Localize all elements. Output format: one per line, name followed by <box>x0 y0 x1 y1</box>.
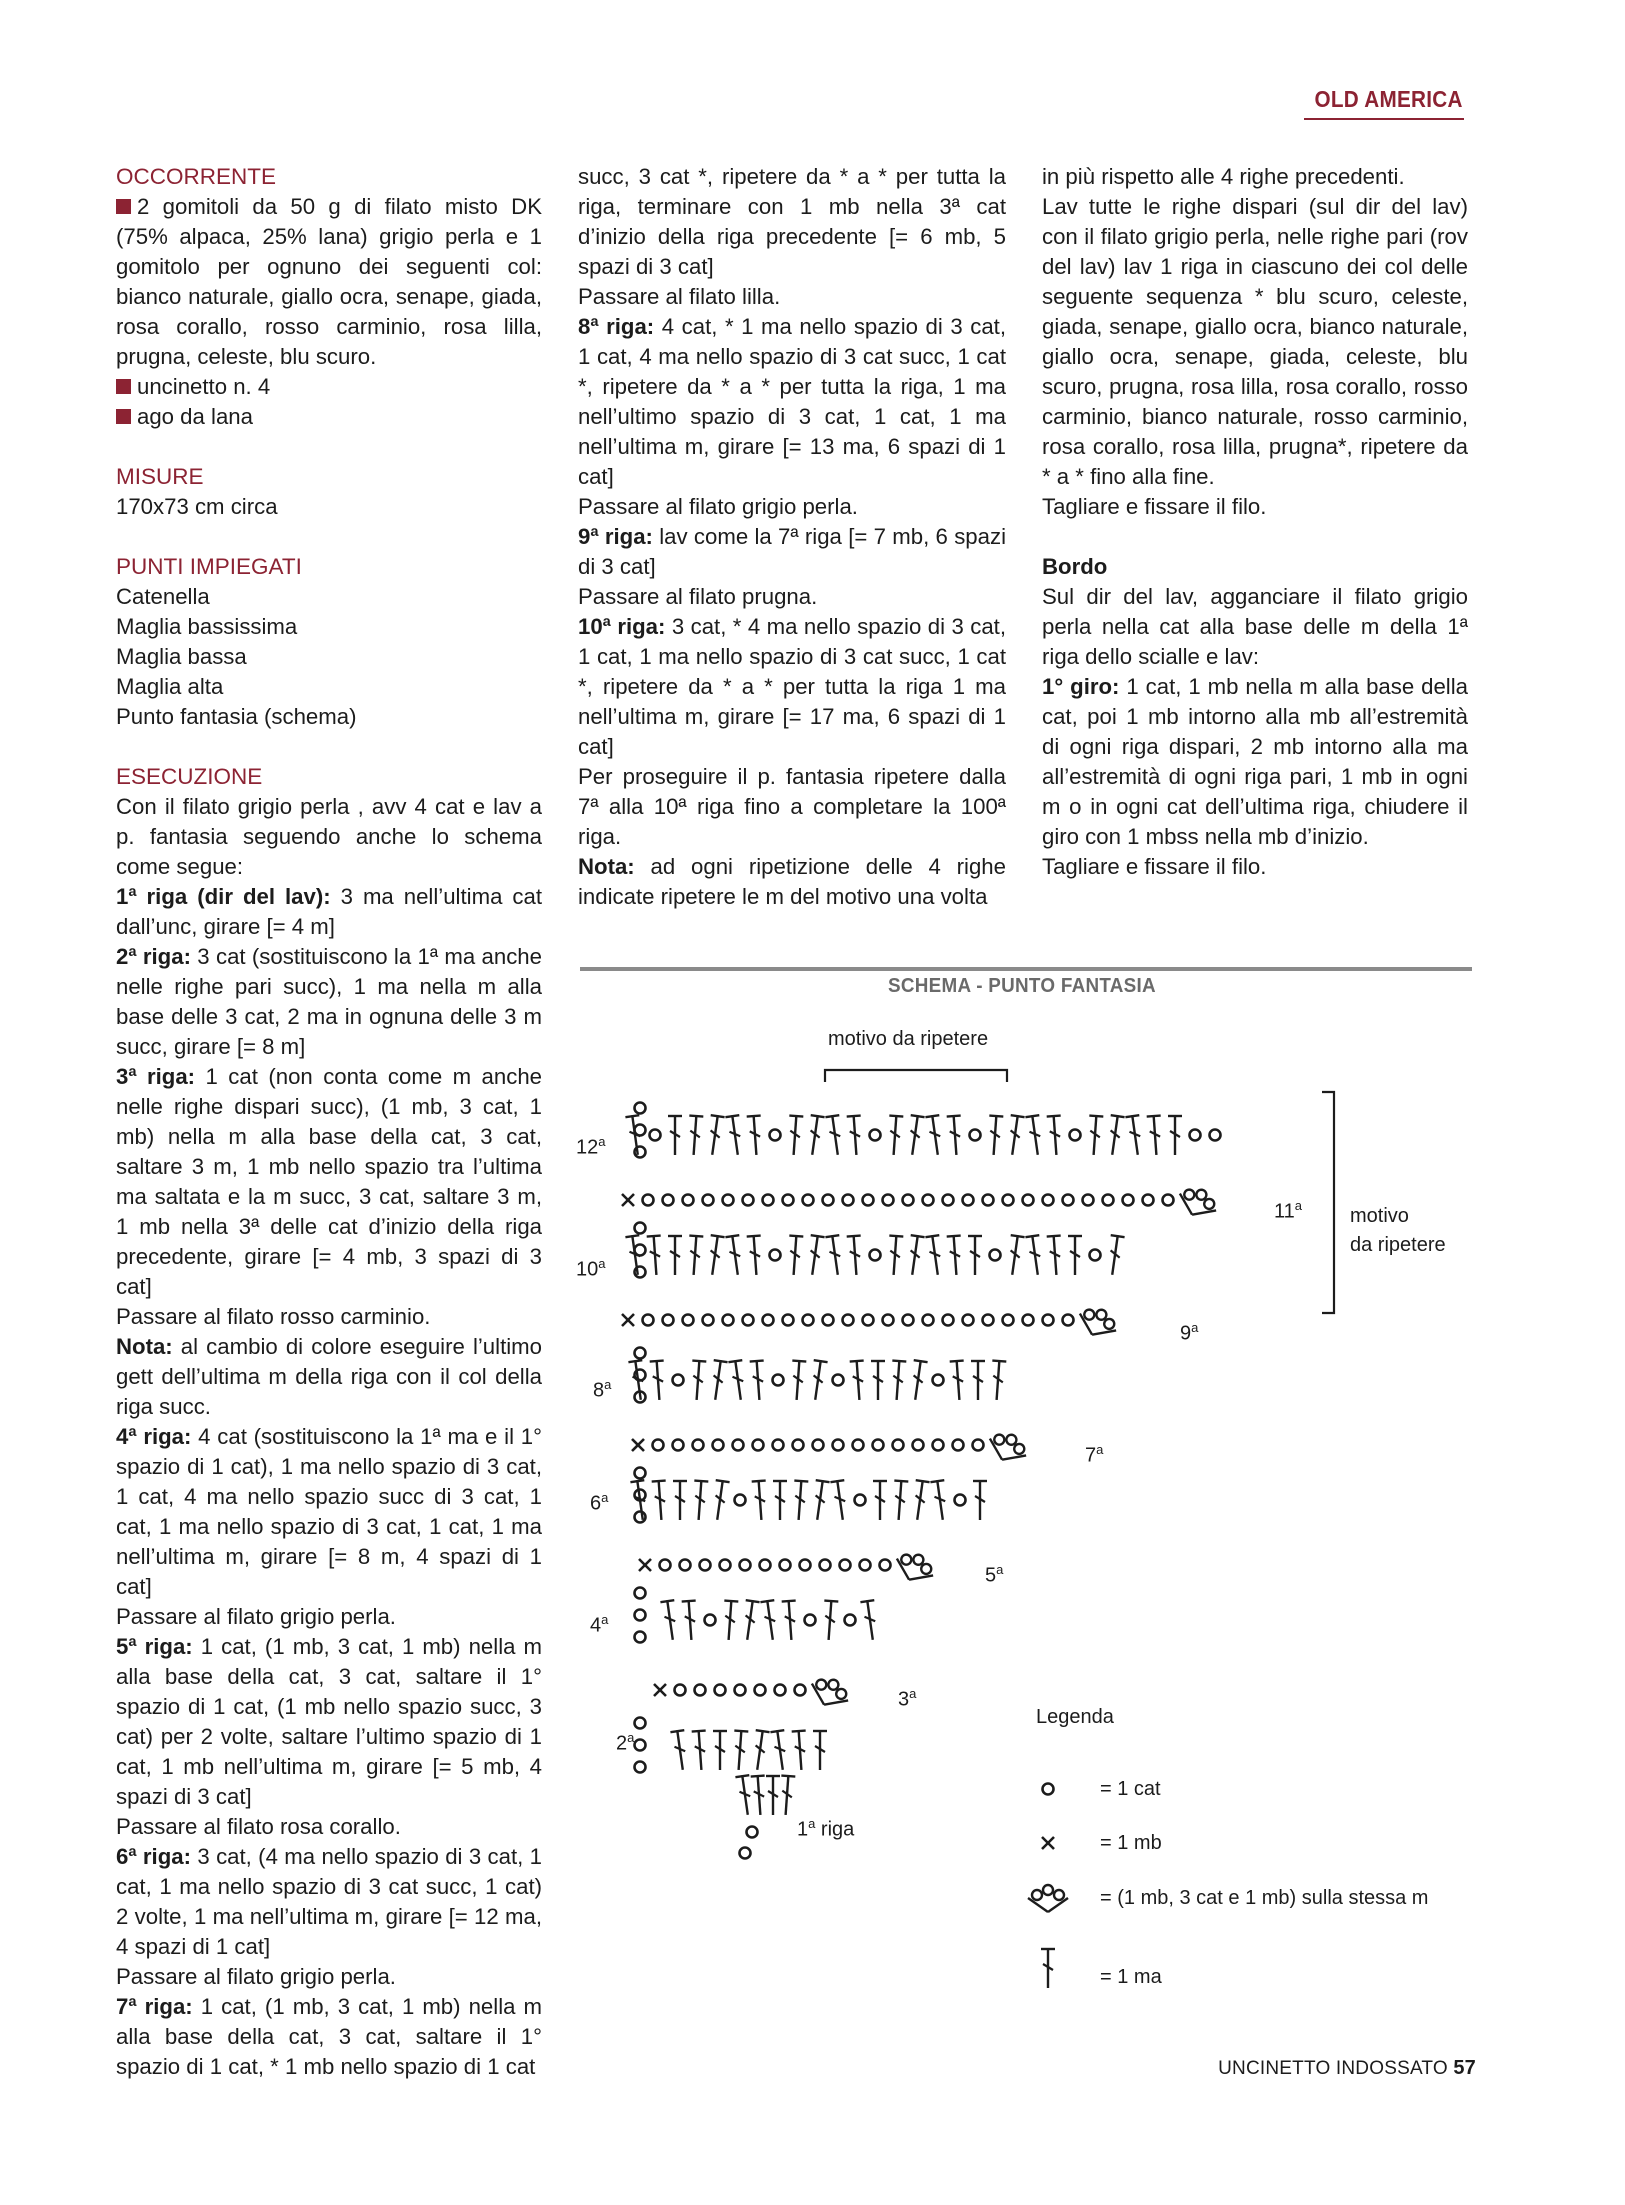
punto-item: Maglia bassa <box>116 644 247 669</box>
material-item: 2 gomitoli da 50 g di filato misto DK (75% alpaca, 25% lana) grigio perla e 1 gomitolo per ognuno dei seguenti col: bianco naturale, giallo ocra, senape, giada, rosa corallo, rosso carminio, rosa lilla, prugna, celeste, blu scuro. <box>116 194 542 369</box>
color-change: Passare al filato grigio perla. <box>116 1604 396 1629</box>
row-label: 5$^a$ <box>985 1562 1004 1587</box>
row-label: 1$^a$ riga <box>797 1816 855 1841</box>
row-10-instruction: 10ª riga: 3 cat, * 4 ma nello spazio di 3 cat, 1 cat, 1 ma nello spazio di 3 cat succ, 1 cat *, ripetere da * a * per tutta la riga 1 ma nell’ultima m, girare [= 17 ma, 6 spazi di 1 cat] <box>578 614 1006 759</box>
row-8-instruction: 8ª riga: 4 cat, * 1 ma nello spazio di 3 cat, 1 cat, 4 ma nello spazio di 3 cat succ, 1 cat *, ripetere da * a * per tutta la riga, 1 ma nell’ultimo spazio di 3 cat, 1 cat, 1 ma nell’ultima m, girare [= 13 ma, 6 spazi di 1 cat] <box>578 314 1006 489</box>
finish-instruction: Tagliare e fissare il filo. <box>1042 494 1267 519</box>
legend-single-crochet-icon <box>1042 1837 1054 1849</box>
finish-instruction: Tagliare e fissare il filo. <box>1042 854 1267 879</box>
row-9-instruction: 9ª riga: lav come la 7ª riga [= 7 mb, 6 spazi di 3 cat] <box>578 524 1006 579</box>
round-1-instruction: 1° giro: 1 cat, 1 mb nella m alla base della cat, poi 1 mb intorno alla mb all’estremità di ogni riga dispari, 2 mb intorno alla ma all’estremità di ogni riga pari, 1 mb in ogni m o in ogni cat dell’ultima riga, chiudere il giro con 1 mbss nella mb d’inizio. <box>1042 674 1469 849</box>
continue-instruction: Per proseguire il p. fantasia ripetere dalla 7ª alla 10ª riga fino a completare la 100ª riga. <box>578 764 1006 849</box>
material-item: ago da lana <box>116 402 542 432</box>
row-label: 2$^a$ <box>616 1730 635 1755</box>
row-label: 11$^a$ <box>1274 1198 1302 1223</box>
page-footer: UNCINETTO INDOSSATO 57 <box>1218 2057 1476 2079</box>
row-7-continued: succ, 3 cat *, ripetere da * a * per tutta la riga, terminare con 1 mb nella 3ª cat d’inizio della riga precedente [= 6 mb, 5 spazi di 3 cat] <box>578 164 1006 279</box>
row-label: 8$^a$ <box>593 1377 612 1402</box>
bordo-intro: Sul dir del lav, agganciare il filato grigio perla nella cat alla base delle m della 1ª riga dello scialle e lav: <box>1042 584 1468 669</box>
color-sequence: Lav tutte le righe dispari (sul dir del lav) con il filato grigio perla, nelle righe pari (rov del lav) lav 1 riga in ciascuno dei col delle seguente sequenza * blu scuro, celeste, giada, senape, giallo ocra, bianco naturale, giallo ocra, senape, giada, celeste, blu scuro, prugna, rosa lilla, rosa corallo, rosso carminio, bianco naturale, rosso carminio, rosa corallo, rosa lilla, prugna*, ripetere da * a * fino alla fine. <box>1042 194 1468 489</box>
legend-title: Legenda <box>1036 1706 1114 1728</box>
row-label: 12$^a$ <box>576 1134 606 1159</box>
occorrente-heading: OCCORRENTE <box>116 164 277 189</box>
color-change: Passare al filato rosso carminio. <box>116 1304 431 1329</box>
punto-item: Catenella <box>116 584 210 609</box>
color-change: Passare al filato rosa corallo. <box>116 1814 401 1839</box>
intro-paragraph: Con il filato grigio perla , avv 4 cat e lav a p. fantasia seguendo anche lo schema come segue: <box>116 794 542 879</box>
row-label: 3$^a$ <box>898 1686 917 1711</box>
motivo-side-label: da ripetere <box>1350 1234 1446 1256</box>
color-change: Passare al filato lilla. <box>578 284 781 309</box>
color-change: Passare al filato grigio perla. <box>116 1964 396 1989</box>
legend-mb: = 1 mb <box>1100 1832 1162 1854</box>
legend-cat: = 1 cat <box>1100 1778 1161 1800</box>
row-7-instruction: 7ª riga: 1 cat, (1 mb, 3 cat, 1 mb) nella m alla base della cat, 3 cat, saltare il 1° spazio di 1 cat, * 1 mb nello spazio di 1 cat <box>116 1994 542 2079</box>
row-label: 7$^a$ <box>1085 1442 1104 1467</box>
color-change: Passare al filato grigio perla. <box>578 494 858 519</box>
row-label: 9$^a$ <box>1180 1320 1199 1345</box>
row-5-instruction: 5ª riga: 1 cat, (1 mb, 3 cat, 1 mb) nella m alla base della cat, 3 cat, saltare il 1° spazio di 1 cat, (1 mb nello spazio succ, 3 cat) per 2 volte, saltare l’ultimo spazio di 1 cat, 1 mb nell’ultima m, girare [= 5 mb, 4 spazi di 3 cat] <box>116 1634 542 1809</box>
row-4-instruction: 4ª riga: 4 cat (sostituiscono la 1ª ma e il 1° spazio di 1 cat), 1 ma nello spazio di 3 cat, 1 cat, 4 ma nello spazio succ di 3 cat, 1 cat, 1 ma nello spazio di 3 cat, 1 cat, 1 ma nell’ultima m, girare [= 8 m, 4 spazi di 1 cat] <box>116 1424 542 1599</box>
punto-item: Maglia alta <box>116 674 224 699</box>
note: Nota: ad ogni ripetizione delle 4 righe indicate ripetere le m del motivo una volta <box>578 854 1006 909</box>
punto-item: Punto fantasia (schema) <box>116 704 357 729</box>
schema-title: SCHEMA - PUNTO FANTASIA <box>888 974 1156 997</box>
row-6-instruction: 6ª riga: 3 cat, (4 ma nello spazio di 3 cat, 1 cat, 1 ma nello spazio di 3 cat succ, 1 cat) 2 volte, 1 ma nell’ultima m, girare [= 12 ma, 4 spazi di 1 cat] <box>116 1844 542 1959</box>
motivo-top-label: motivo da ripetere <box>828 1028 989 1050</box>
section-title: OLD AMERICA <box>1314 86 1463 112</box>
row-1-instruction: 1ª riga (dir del lav): 3 ma nell’ultima cat dall’unc, girare [= 4 m] <box>116 884 542 939</box>
bordo-heading: Bordo <box>1042 554 1108 579</box>
esecuzione-heading: ESECUZIONE <box>116 764 263 789</box>
row-label: 4$^a$ <box>590 1612 609 1637</box>
note: Nota: al cambio di colore eseguire l’ultimo gett dell’ultima m della riga con il col della riga succ. <box>116 1334 542 1419</box>
color-change: Passare al filato prugna. <box>578 584 818 609</box>
row-label: 6$^a$ <box>590 1490 609 1515</box>
misure-heading: MISURE <box>116 464 204 489</box>
row-label: 10$^a$ <box>576 1256 606 1281</box>
legend-chain-icon <box>1043 1784 1054 1795</box>
legend-double-crochet-icon <box>1041 1948 1055 1988</box>
row-2-instruction: 2ª riga: 3 cat (sostituiscono la 1ª ma anche nelle righe pari succ), 1 ma nella m alla base delle 3 cat, 2 ma in ognuna delle 3 m succ, girare [= 8 m] <box>116 944 542 1059</box>
material-item: uncinetto n. 4 <box>116 372 542 402</box>
punti-heading: PUNTI IMPIEGATI <box>116 554 302 579</box>
legend-shell-icon <box>1028 1885 1068 1912</box>
legend-ma: = 1 ma <box>1100 1966 1162 1988</box>
note-continued: in più rispetto alle 4 righe precedenti. <box>1042 164 1405 189</box>
row-3-instruction: 3ª riga: 1 cat (non conta come m anche nelle righe dispari succ), (1 mb, 3 cat, 1 mb) nella m alla base della cat, 3 cat, saltare 3 m, 1 mb nello spazio tra l’ultima ma saltata e la m succ, 3 cat, saltare 3 m, 1 mb nella 3ª delle cat d’inizio della riga precedente, girare [= 4 mb, 3 spazi di 3 cat] <box>116 1064 542 1299</box>
legend-shell: = (1 mb, 3 cat e 1 mb) sulla stessa m <box>1100 1887 1429 1909</box>
motivo-side-label: motivo <box>1350 1205 1409 1227</box>
misure-value: 170x73 cm circa <box>116 494 278 519</box>
punto-item: Maglia bassissima <box>116 614 298 639</box>
